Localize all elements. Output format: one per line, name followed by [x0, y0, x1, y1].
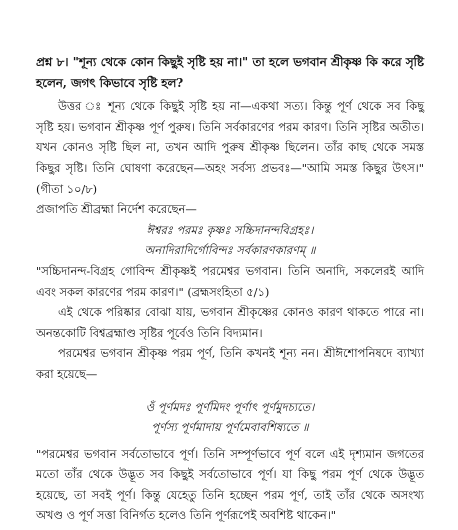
conclusion-paragraph: এই থেকে পরিষ্কার বোঝা যায়, ভগবান শ্রীকৃষ্ণের কোনও কারণ থাকতে পারে না। অনন্তকোটি বিশ্বব্রহ্মাণ্ড সৃষ্টির পূর্বেও তিনি বিদ্যমান।: [36, 305, 424, 340]
verse-line-1: ঈশ্বরঃ পরমঃ কৃষ্ণঃ সচ্চিদানন্দবিগ্রহঃ।: [146, 222, 314, 237]
verse2-line-1: ওঁ পূর্ণমদঃ পূর্ণমিদং পূর্ণাৎ পূর্ণমুদচ্যতে।: [145, 399, 315, 414]
verse-translation: "সচ্চিদানন্দ-বিগ্রহ গোবিন্দ শ্রীকৃষ্ণই পরমেশ্বর ভগবান। তিনি অনাদি, সকলেরই আদি এবং সকল কারণের পরম কারণ।" (ব্রহ্মসংহিতা ৫/১): [36, 263, 424, 299]
verse2-line-2: পূর্ণস্য পূর্ণমাদায় পূর্ণমেবাবশিষ্যতে ॥: [151, 420, 309, 435]
verse-line-2: অনাদিরাদির্গোবিন্দঃ সর্বকারণকারণম্ ॥: [144, 243, 316, 258]
question-heading: প্রশ্ন ৮। "শূন্য থেকে কোন কিছুই সৃষ্টি হয় না।" তা হলে ভগবান শ্রীকৃষ্ণ কি করে সৃষ্টি হলেন, জগৎ কিভাবে সৃষ্টি হল?: [36, 55, 424, 90]
final-quote: "পরমেশ্বর ভগবান সর্বতোভাবে পূর্ণ। তিনি সম্পূর্ণভাবে পূর্ণ বলে এই দৃশ্যমান জগতের মতো তাঁর থেকে উদ্ভূত সব কিছুই সর্বতোভাবে পূর্ণ। যা কিছু পরম পূর্ণ থেকে উদ্ভূত হয়েছে, তা সবই পূর্ণ। কিন্তু যেহেতু তিনি হচ্ছেন পরম পূর্ণ, তাই তাঁর থেকে অসংখ্য অখণ্ড ও পূর্ণ সত্তা বিনির্গত হলেও তিনি পূর্ণরূপেই অবশিষ্ট থাকেন।": [36, 446, 424, 523]
brahma-intro: প্রজাপতি শ্রীব্রহ্মা নির্দেশ করেছেন—: [36, 202, 197, 217]
answer-paragraph: উত্তর ঃ শূন্য থেকে কিছুই সৃষ্টি হয় না—একথা সত্য। কিন্তু পূর্ণ থেকে সব কিছু সৃষ্টি হয়। ভগবান শ্রীকৃষ্ণ পূর্ণ পুরুষ। তিনি সর্বকারণের পরম কারণ। তিনি সৃষ্টির অতীত। যখন কোনও সৃষ্টি ছিল না, তখন আদি পুরুষ শ্রীকৃষ্ণ ছিলেন। তাঁর কাছ থেকে সমস্ত কিছুর সৃষ্টি। তিনি ঘোষণা করেছেন—অহং সর্বস্য প্রভবঃ—"আমি সমস্ত কিছুর উৎস।" (গীতা ১০/৮): [36, 99, 424, 196]
upanishad-intro: পরমেশ্বর ভগবান শ্রীকৃষ্ণ পরম পূর্ণ, তিনি কখনই শূন্য নন। শ্রীঈশোপনিষদে ব্যাখ্যা করা হয়েছে—: [36, 346, 424, 381]
